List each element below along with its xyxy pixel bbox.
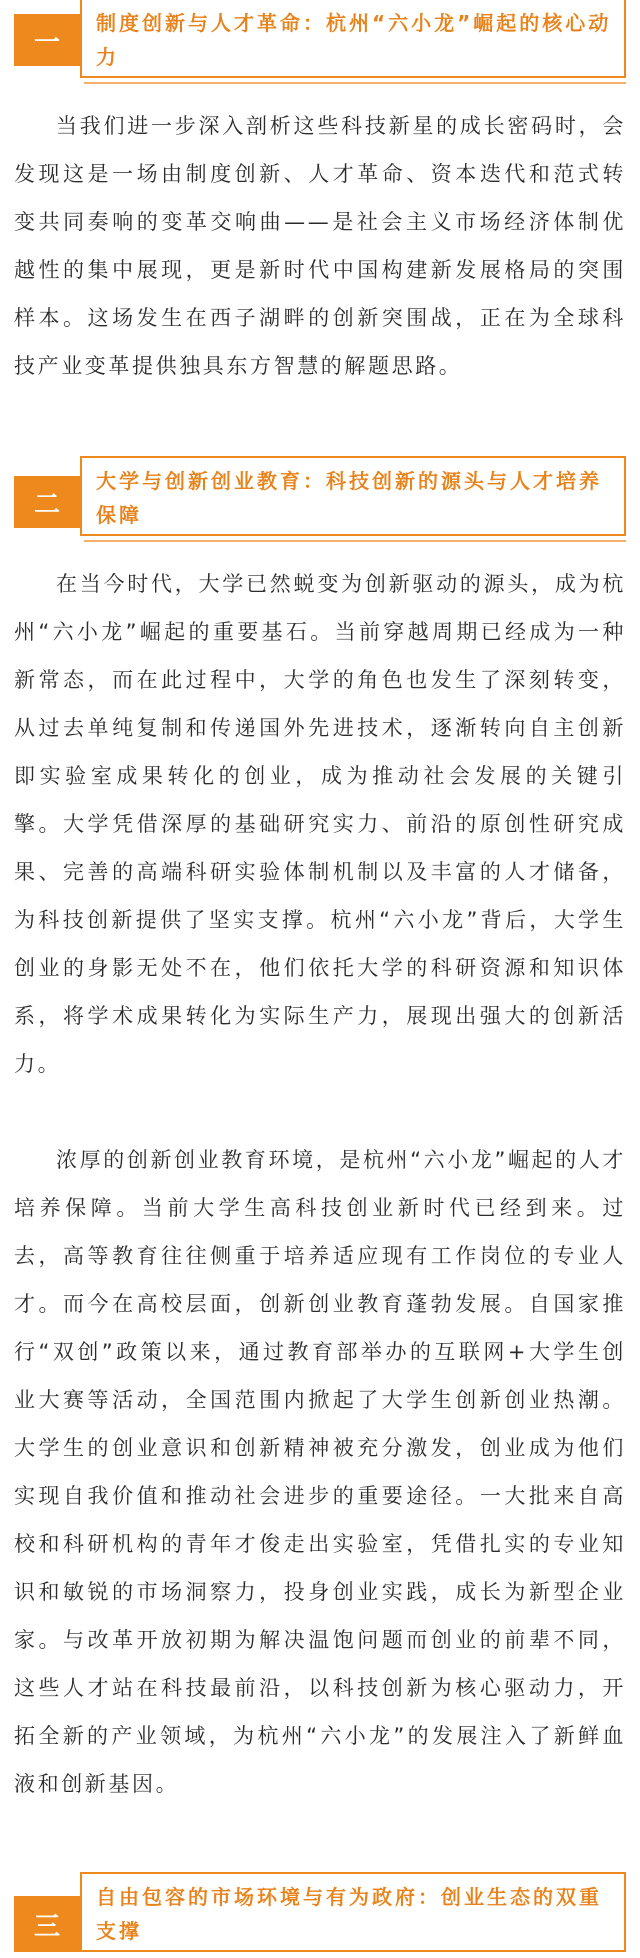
section-3-title-box	[80, 1872, 626, 1952]
section-2-title-underline	[84, 540, 626, 542]
section-1-title: 制度创新与人才革命：杭州“六小龙”崛起的核心动力	[96, 11, 612, 69]
section-3-number: 三	[33, 1911, 60, 1942]
section-2-paragraph-1: 在当今时代，大学已然蜕变为创新驱动的源头，成为杭州“六小龙”崛起的重要基石。当前穿越周期已经成为一种新常态，而在此过程中，大学的角色也发生了深刻转变，从过去单纯复制和传递国外先进技术，逐渐转向自主创新即实验室成果转化的创业，成为推动社会发展的关键引擎。大学凭借深厚的基础研究实力、前沿的原创性研究成果、完善的高端科研实验体制机制以及丰富的人才储备，为科技创新提供了坚实支撑。杭州“六小龙”背后，大学生创业的身影无处不在，他们依托大学的科研资源和知识体系，将学术成果转化为实际生产力，展现出强大的创新活力。	[14, 572, 626, 1076]
section-1-number-badge	[14, 14, 80, 66]
section-1-title-box	[80, 0, 626, 78]
section-3-heading	[14, 1872, 626, 1958]
section-2-title-box	[80, 456, 626, 536]
section-1-title-underline	[84, 82, 626, 84]
section-2-title: 大学与创新创业教育：科技创新的源头与人才培养保障	[96, 469, 602, 527]
section-2-paragraph-2: 浓厚的创新创业教育环境，是杭州“六小龙”崛起的人才培养保障。当前大学生高科技创业新时代已经到来。过去，高等教育往往侧重于培养适应现有工作岗位的专业人才。而今在高校层面，创新创业教育蓬勃发展。自国家推行“双创”政策以来，通过教育部举办的互联网+大学生创业大赛等活动，全国范围内掀起了大学生创新创业热潮。大学生的创业意识和创新精神被充分激发，创业成为他们实现自我价值和推动社会进步的重要途径。一大批来自高校和科研机构的青年才俊走出实验室，凭借扎实的专业知识和敏锐的市场洞察力，投身创业实践，成长为新型企业家。与改革开放初期为解决温饱问题而创业的前辈不同，这些人才站在科技最前沿，以科技创新为核心驱动力，开拓全新的产业领域，为杭州“六小龙”的发展注入了新鲜血液和创新基因。	[14, 1148, 626, 1796]
section-1-paragraph-1: 当我们进一步深入剖析这些科技新星的成长密码时，会发现这是一场由制度创新、人才革命、资本迭代和范式转变共同奏响的变革交响曲——是社会主义市场经济体制优越性的集中展现，更是新时代中国构建新发展格局的突围样本。这场发生在西子湖畔的创新突围战，正在为全球科技产业变革提供独具东方智慧的解题思路。	[14, 114, 626, 378]
section-2-number: 二	[33, 489, 60, 520]
section-2-heading	[14, 456, 626, 544]
section-1-number: 一	[33, 27, 60, 58]
section-2-number-badge	[14, 476, 80, 528]
section-3-title: 自由包容的市场环境与有为政府：创业生态的双重支撑	[96, 1885, 602, 1943]
section-1-heading	[14, 0, 626, 84]
section-3-number-badge	[14, 1896, 80, 1952]
